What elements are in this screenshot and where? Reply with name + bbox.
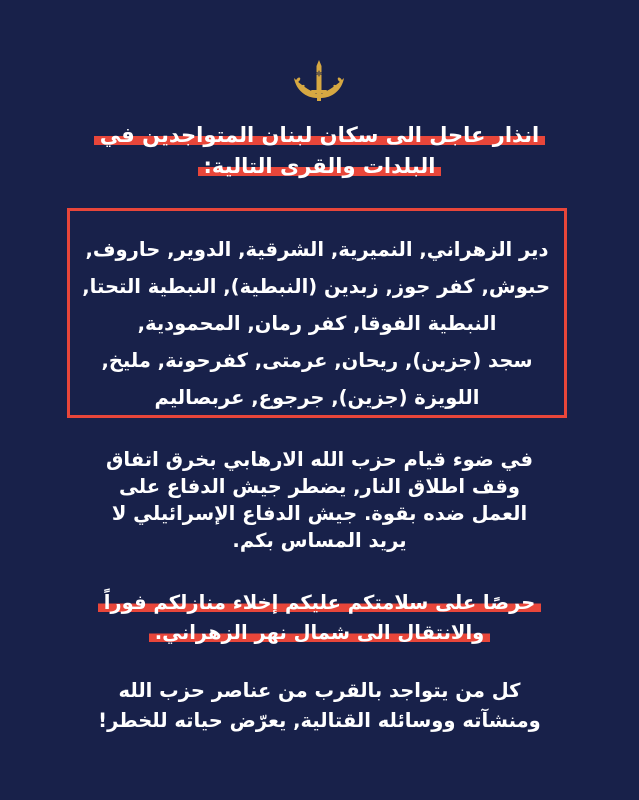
heading-line-2: البلدات والقرى التالية: — [198, 154, 442, 178]
paragraph2-line-1: حرصًا على سلامتكم عليكم إخلاء منازلكم فوراً — [98, 591, 542, 614]
villages-box — [67, 208, 567, 418]
paragraph1-line-3: العمل ضده بقوة. جيش الدفاع الإسرائيلي لا — [111, 502, 528, 525]
paragraph1-line-1: في ضوء قيام حزب الله الارهابي بخرق اتفاق — [105, 448, 534, 471]
paragraph1-line-2: وقف اطلاق النار, يضطر جيش الدفاع على — [119, 475, 520, 498]
villages-list — [84, 231, 550, 416]
paragraph1-line-4: يريد المساس بكم. — [232, 529, 407, 552]
paragraph2-line-2: والانتقال الى شمال نهر الزهراني. — [149, 621, 491, 644]
villages-line-2: حبوش, كفر جوز, زبدين (النبطية), النبطية التحتا, — [82, 275, 550, 298]
heading-line-1: انذار عاجل الى سكان لبنان المتواجدين في — [94, 123, 545, 147]
warning-heading — [80, 120, 559, 182]
ceasefire-paragraph — [70, 446, 569, 554]
evacuation-paragraph — [70, 588, 569, 648]
villages-line-3: النبطية الفوقا, كفر رمان, المحمودية, — [137, 312, 497, 335]
villages-line-5: اللويزة (جزين), جرجوع, عربصاليم — [154, 386, 480, 409]
paragraph3-line-1: كل من يتواجد بالقرب من عناصر حزب الله — [118, 679, 521, 702]
danger-paragraph — [70, 676, 569, 736]
villages-line-1: دير الزهراني, النميرية, الشرقية, الدوير, حاروف, — [85, 238, 549, 261]
paragraph3-line-2: ومنشآته ووسائله القتالية, يعرّض حياته للخطر! — [98, 709, 541, 732]
idf-emblem-icon — [288, 58, 350, 106]
villages-line-4: سجد (جزين), ريحان, عرمتى, كفرحونة, مليخ, — [101, 349, 533, 372]
